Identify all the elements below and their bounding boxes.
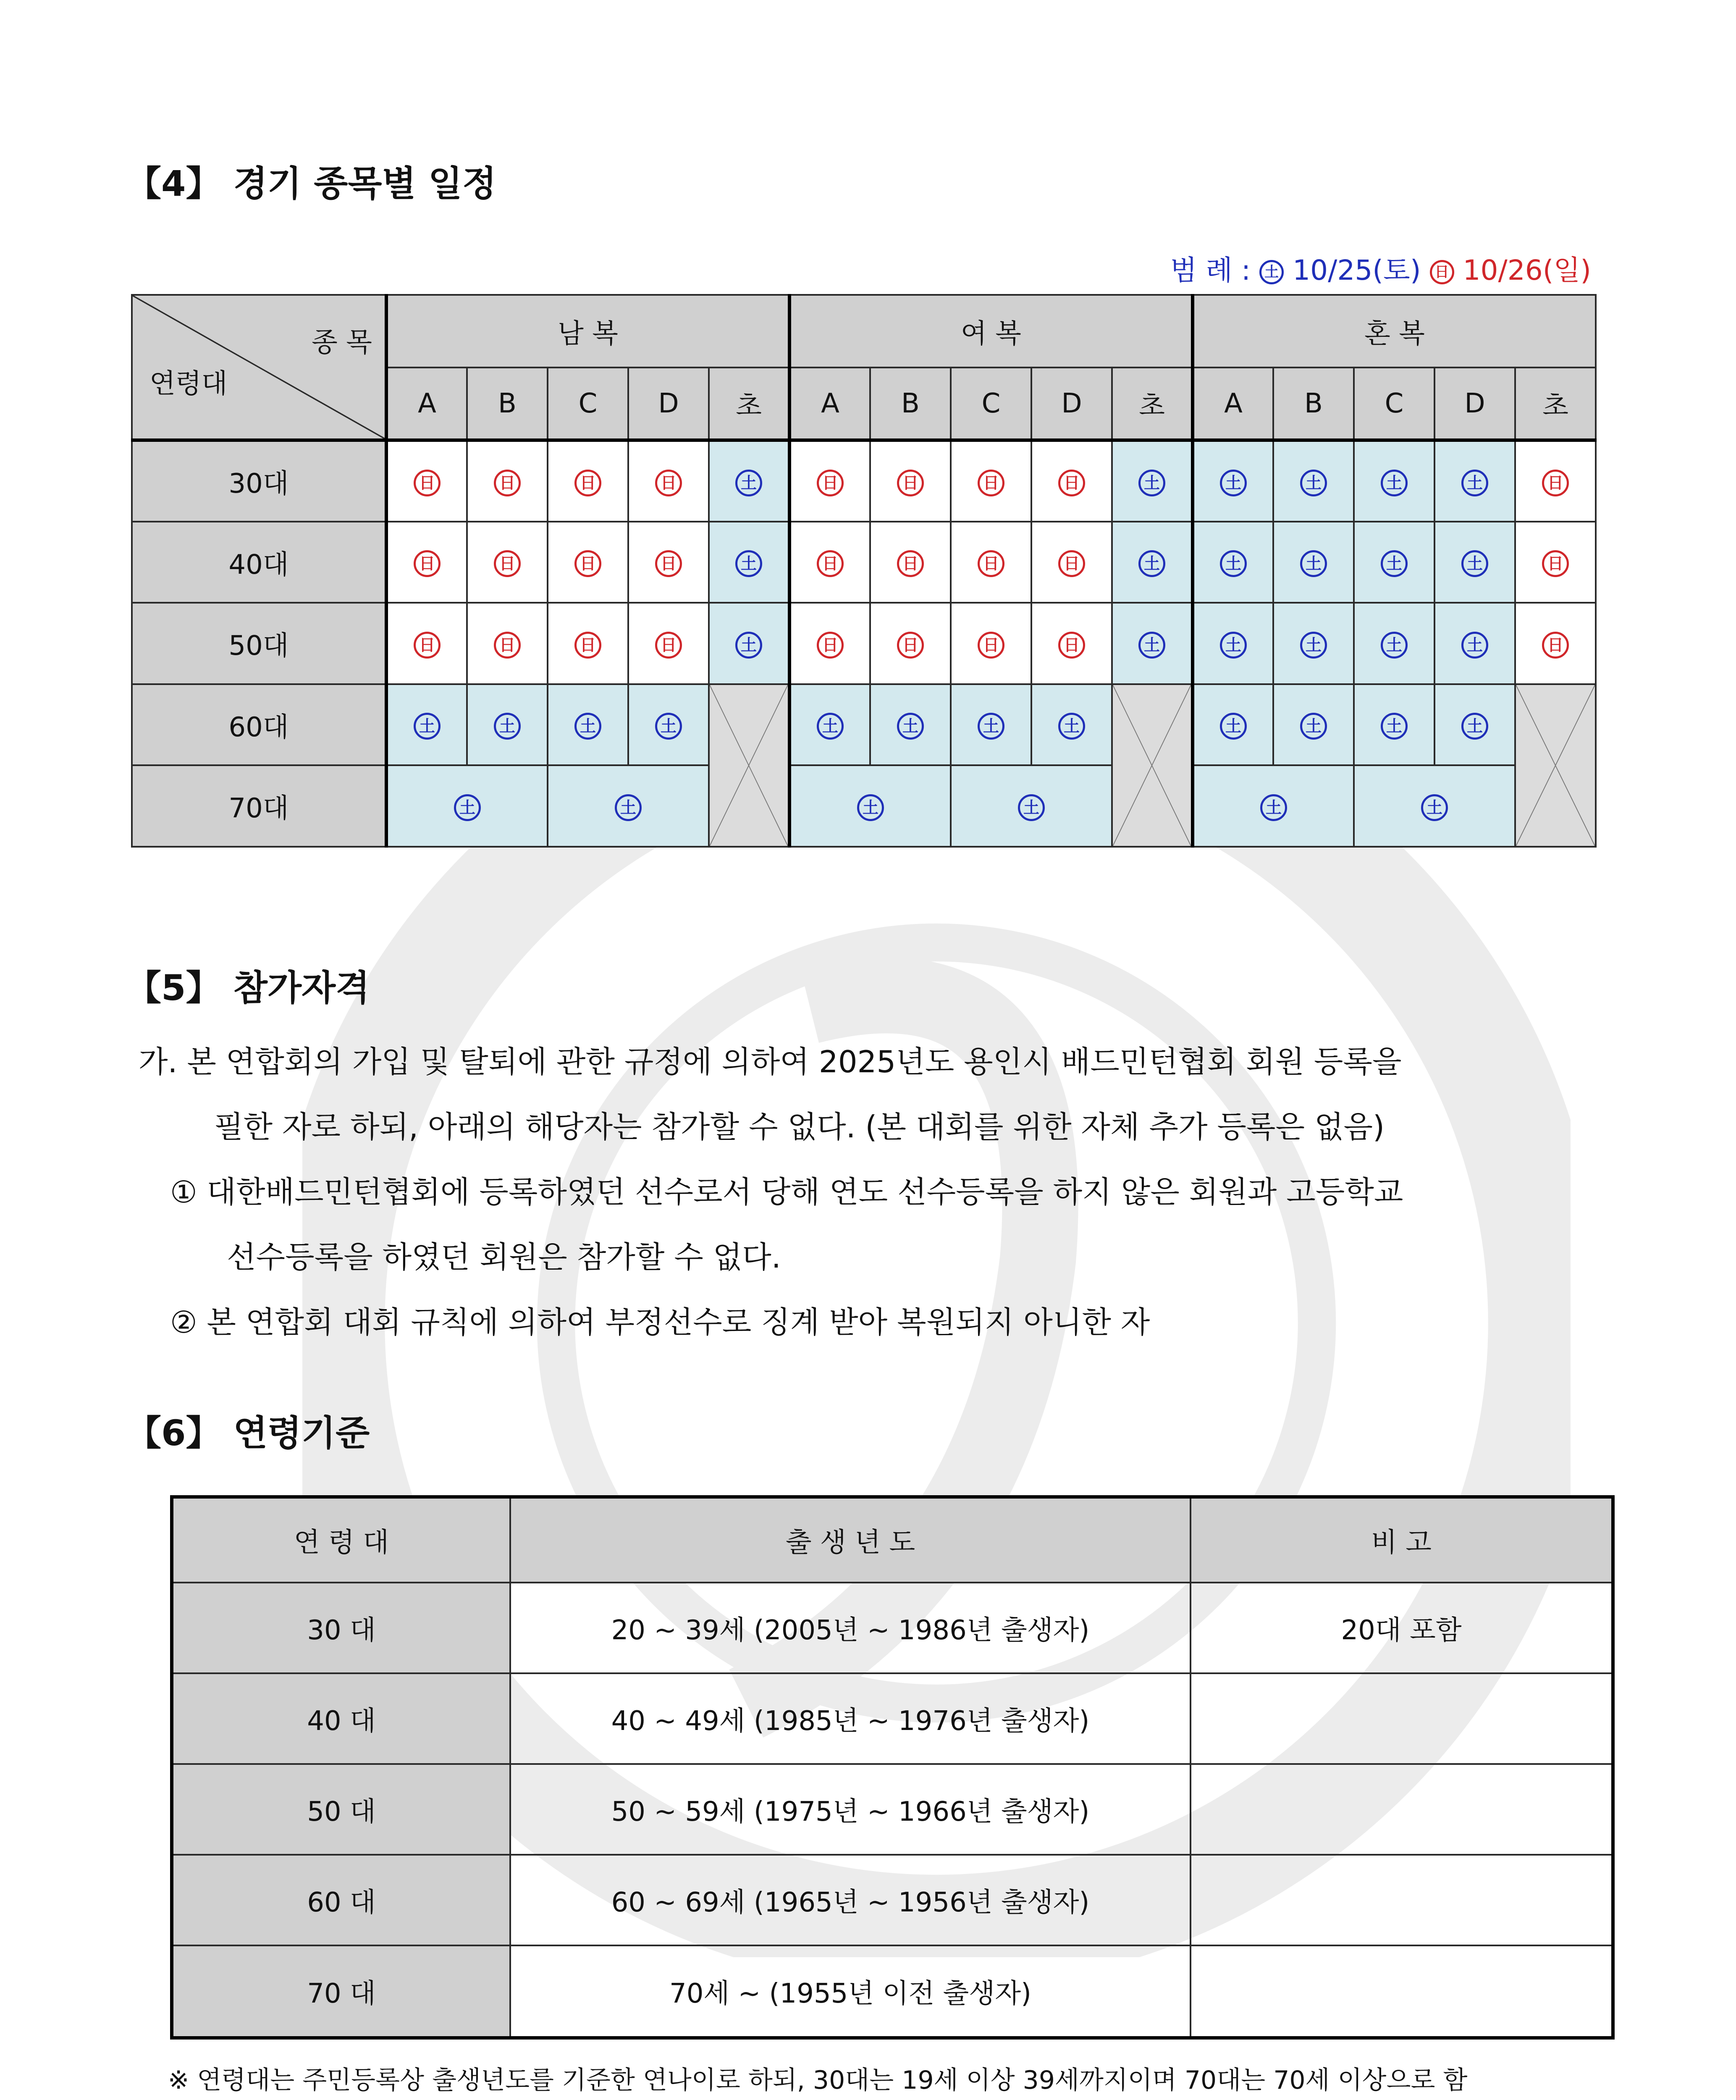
saturday-mark-icon: 土 [1220, 632, 1247, 659]
table-row [132, 440, 1596, 522]
remarks-cell: 20대 포함 [1191, 1583, 1613, 1673]
class-header-초: 초 [1112, 368, 1193, 440]
schedule-cell [548, 684, 628, 766]
saturday-mark-icon: 土 [735, 632, 762, 659]
saturday-mark-icon: 土 [897, 713, 924, 740]
eligibility-line-3: ① 대한배드민턴협회에 등록하였던 선수로서 당해 연도 선수등록을 하지 않은 회원과 고등학교 [170, 1174, 1403, 1210]
age-note-1: ※ 연령대는 주민등록상 출생년도를 기준한 연나이로 하되, 30대는 19세 이상 39세까지이며 70대는 70세 이상으로 함 [168, 2066, 1468, 2095]
saturday-mark-icon: 土 [1381, 632, 1408, 659]
legend-saturday-text: 10/25(토) [1293, 254, 1430, 286]
table-row [172, 1583, 1613, 1673]
sunday-mark-icon: 日 [655, 470, 682, 496]
schedule-cell [1193, 684, 1273, 766]
sunday-mark-icon: 日 [897, 550, 924, 577]
schedule-cell [628, 603, 709, 684]
saturday-mark-icon: 土 [1300, 713, 1327, 740]
saturday-mark-icon: 土 [1381, 470, 1408, 496]
saturday-mark-icon: 土 [1381, 713, 1408, 740]
schedule-cell [1354, 440, 1434, 522]
schedule-cell [1354, 522, 1434, 603]
event-group-header: 혼 복 [1193, 295, 1596, 368]
schedule-cell [951, 440, 1031, 522]
schedule-cell [386, 684, 467, 766]
class-header-A: A [789, 368, 870, 440]
sunday-mark-icon: 日 [574, 632, 601, 659]
birth-year-header: 출 생 년 도 [510, 1497, 1191, 1583]
schedule-cell [1515, 440, 1596, 522]
age-group-label: 60대 [132, 684, 386, 766]
section-5-title: 【5】 참가자격 [126, 967, 370, 1008]
schedule-cell [1434, 684, 1515, 766]
saturday-mark-icon: 土 [1461, 550, 1488, 577]
event-schedule-table [131, 294, 1597, 848]
class-header-B: B [1273, 368, 1354, 440]
event-group-header: 여 복 [789, 295, 1193, 368]
eligibility-line-1: 가. 본 연합회의 가입 및 탈퇴에 관한 규정에 의하여 2025년도 용인시 배드민턴협회 회원 등록을 [139, 1044, 1402, 1079]
sunday-mark-icon: 日 [1542, 632, 1569, 659]
sunday-mark-icon: 日 [655, 550, 682, 577]
schedule-cell [467, 522, 548, 603]
sunday-mark-icon: 日 [574, 550, 601, 577]
age-cell: 40 대 [172, 1673, 510, 1764]
sunday-mark-icon: 日 [494, 632, 521, 659]
schedule-cell [548, 522, 628, 603]
schedule-cell [709, 522, 789, 603]
eligibility-line-2: 필한 자로 하되, 아래의 해당자는 참가할 수 없다. (본 대회를 위한 자체 추가 등록은 없음) [214, 1109, 1385, 1144]
legend-label: 범 례 : [1170, 254, 1260, 286]
birth-cell: 50 ~ 59세 (1975년 ~ 1966년 출생자) [510, 1764, 1191, 1855]
schedule-cell-merged [951, 765, 1112, 847]
saturday-mark-icon: 土 [1138, 470, 1165, 496]
schedule-cell [1273, 603, 1354, 684]
birth-cell: 40 ~ 49세 (1985년 ~ 1976년 출생자) [510, 1673, 1191, 1764]
saturday-mark-icon: 土 [454, 794, 481, 821]
saturday-mark-icon: 土 [494, 713, 521, 740]
schedule-cell [628, 684, 709, 766]
sunday-mark-icon: 日 [1058, 550, 1085, 577]
saturday-mark-icon: 土 [1220, 713, 1247, 740]
table-row [132, 603, 1596, 684]
saturday-mark-icon: 土 [1058, 713, 1085, 740]
schedule-cell [1193, 440, 1273, 522]
sunday-mark-icon: 日 [494, 470, 521, 496]
schedule-cell [628, 440, 709, 522]
schedule-cell-merged [789, 765, 951, 847]
schedule-cell [789, 684, 870, 766]
sunday-mark-icon: 日 [1058, 470, 1085, 496]
schedule-cell [386, 603, 467, 684]
table-row [132, 765, 1596, 847]
schedule-cell [789, 522, 870, 603]
schedule-cell-merged [548, 765, 709, 847]
corner-header-cell [132, 295, 386, 440]
schedule-cell [1354, 684, 1434, 766]
schedule-cell [789, 603, 870, 684]
sunday-mark-icon: 日 [897, 470, 924, 496]
table-row [132, 522, 1596, 603]
saturday-mark-icon: 土 [1220, 550, 1247, 577]
saturday-mark-icon: 土 [1461, 470, 1488, 496]
class-header-D: D [1434, 368, 1515, 440]
cross-out-icon [1516, 685, 1595, 846]
schedule-cell [709, 603, 789, 684]
schedule-cell [1031, 603, 1112, 684]
schedule-cell [1273, 440, 1354, 522]
schedule-cell [1193, 522, 1273, 603]
class-header-B: B [870, 368, 951, 440]
schedule-cell [1112, 522, 1193, 603]
saturday-mark-icon: 土 [615, 794, 642, 821]
schedule-cell [789, 440, 870, 522]
sunday-mark-icon: 日 [978, 550, 1004, 577]
legend-sunday-text: 10/26(일) [1463, 254, 1591, 286]
schedule-cell [1031, 684, 1112, 766]
section-4-title: 【4】 경기 종목별 일정 [126, 163, 497, 204]
age-group-label: 40대 [132, 522, 386, 603]
schedule-cell [386, 440, 467, 522]
schedule-cell [870, 522, 951, 603]
schedule-cell-merged [386, 765, 548, 847]
schedule-cell-merged [1354, 765, 1515, 847]
age-group-label: 70대 [132, 765, 386, 847]
remarks-cell [1191, 1764, 1613, 1855]
schedule-legend [1170, 248, 1591, 288]
saturday-mark-icon: 土 [735, 550, 762, 577]
schedule-cell [1273, 684, 1354, 766]
saturday-mark-icon: 土 [1300, 470, 1327, 496]
saturday-mark-icon: 土 [1220, 470, 1247, 496]
sunday-mark-icon: 日 [817, 550, 844, 577]
remarks-header: 비 고 [1191, 1497, 1613, 1583]
age-group-label: 30대 [132, 440, 386, 522]
schedule-cell [951, 684, 1031, 766]
age-criteria-table [170, 1495, 1615, 2040]
saturday-mark-icon: 土 [1138, 550, 1165, 577]
schedule-cell [870, 684, 951, 766]
saturday-mark-icon: 土 [1300, 550, 1327, 577]
sunday-mark-icon: 日 [1542, 550, 1569, 577]
saturday-mark-icon: 土 [655, 713, 682, 740]
schedule-cell [1434, 603, 1515, 684]
sunday-mark-icon: 日 [1542, 470, 1569, 496]
sunday-mark-icon: 日 [414, 550, 441, 577]
sunday-mark-icon: 日 [574, 470, 601, 496]
schedule-cell [628, 522, 709, 603]
class-header-D: D [1031, 368, 1112, 440]
age-header: 연 령 대 [172, 1497, 510, 1583]
age-cell: 30 대 [172, 1583, 510, 1673]
schedule-cell [1434, 522, 1515, 603]
birth-cell: 70세 ~ (1955년 이전 출생자) [510, 1945, 1191, 2038]
schedule-cell [709, 440, 789, 522]
saturday-mark-icon: 土 [1259, 260, 1284, 284]
birth-cell: 20 ~ 39세 (2005년 ~ 1986년 출생자) [510, 1583, 1191, 1673]
schedule-cell [548, 603, 628, 684]
saturday-mark-icon: 土 [1300, 632, 1327, 659]
age-cell: 50 대 [172, 1764, 510, 1855]
cross-out-icon [1113, 685, 1191, 846]
class-header-A: A [386, 368, 467, 440]
saturday-mark-icon: 土 [1461, 632, 1488, 659]
schedule-cell [1193, 603, 1273, 684]
class-header-B: B [467, 368, 548, 440]
saturday-mark-icon: 土 [1461, 713, 1488, 740]
schedule-cell [1112, 440, 1193, 522]
schedule-cell [1515, 522, 1596, 603]
cross-out-icon [710, 685, 788, 846]
schedule-cell [467, 603, 548, 684]
schedule-cell [1434, 440, 1515, 522]
table-row [172, 1764, 1613, 1855]
sunday-mark-icon: 日 [494, 550, 521, 577]
age-cell: 70 대 [172, 1945, 510, 2038]
sunday-mark-icon: 日 [655, 632, 682, 659]
table-row [132, 684, 1596, 766]
sunday-mark-icon: 日 [414, 632, 441, 659]
saturday-mark-icon: 土 [978, 713, 1004, 740]
saturday-mark-icon: 土 [1381, 550, 1408, 577]
age-cell: 60 대 [172, 1855, 510, 1945]
corner-age-label: 연령대 [149, 368, 228, 400]
schedule-header-row [132, 295, 1596, 368]
class-header-D: D [628, 368, 709, 440]
sunday-mark-icon: 日 [978, 470, 1004, 496]
sunday-mark-icon: 日 [978, 632, 1004, 659]
saturday-mark-icon: 土 [1260, 794, 1287, 821]
sunday-mark-icon: 日 [1058, 632, 1085, 659]
table-row [172, 1855, 1613, 1945]
schedule-cell [951, 603, 1031, 684]
birth-cell: 60 ~ 69세 (1965년 ~ 1956년 출생자) [510, 1855, 1191, 1945]
sunday-mark-icon: 日 [414, 470, 441, 496]
event-group-header: 남 복 [386, 295, 789, 368]
saturday-mark-icon: 土 [574, 713, 601, 740]
schedule-cell [467, 684, 548, 766]
schedule-cell [467, 440, 548, 522]
schedule-cell [951, 522, 1031, 603]
class-header-초: 초 [1515, 368, 1596, 440]
class-header-C: C [1354, 368, 1434, 440]
saturday-mark-icon: 土 [1138, 632, 1165, 659]
sunday-mark-icon: 日 [1430, 260, 1454, 284]
sunday-mark-icon: 日 [817, 632, 844, 659]
sunday-mark-icon: 日 [817, 470, 844, 496]
schedule-cell [1515, 603, 1596, 684]
saturday-mark-icon: 土 [817, 713, 844, 740]
saturday-mark-icon: 土 [735, 470, 762, 496]
schedule-cell [1031, 440, 1112, 522]
remarks-cell [1191, 1673, 1613, 1764]
saturday-mark-icon: 土 [1018, 794, 1045, 821]
sunday-mark-icon: 日 [897, 632, 924, 659]
not-applicable-cell [1515, 684, 1596, 847]
class-header-C: C [951, 368, 1031, 440]
saturday-mark-icon: 土 [1421, 794, 1448, 821]
table-row [172, 1673, 1613, 1764]
class-header-C: C [548, 368, 628, 440]
schedule-cell [870, 603, 951, 684]
schedule-cell [1031, 522, 1112, 603]
not-applicable-cell [709, 684, 789, 847]
schedule-cell [1112, 603, 1193, 684]
schedule-cell [386, 522, 467, 603]
eligibility-line-4: 선수등록을 하였던 회원은 참가할 수 없다. [227, 1239, 781, 1275]
class-header-초: 초 [709, 368, 789, 440]
schedule-cell [548, 440, 628, 522]
schedule-cell-merged [1193, 765, 1354, 847]
age-group-label: 50대 [132, 603, 386, 684]
corner-event-label: 종 목 [312, 327, 372, 358]
section-6-title: 【6】 연령기준 [126, 1412, 370, 1454]
schedule-cell [1273, 522, 1354, 603]
saturday-mark-icon: 土 [414, 713, 441, 740]
table-row [172, 1945, 1613, 2038]
not-applicable-cell [1112, 684, 1193, 847]
class-header-A: A [1193, 368, 1273, 440]
remarks-cell [1191, 1855, 1613, 1945]
schedule-cell [1354, 603, 1434, 684]
saturday-mark-icon: 土 [857, 794, 884, 821]
remarks-cell [1191, 1945, 1613, 2038]
eligibility-line-5: ② 본 연합회 대회 규칙에 의하여 부정선수로 징계 받아 복원되지 아니한 자 [170, 1305, 1150, 1340]
schedule-cell [870, 440, 951, 522]
